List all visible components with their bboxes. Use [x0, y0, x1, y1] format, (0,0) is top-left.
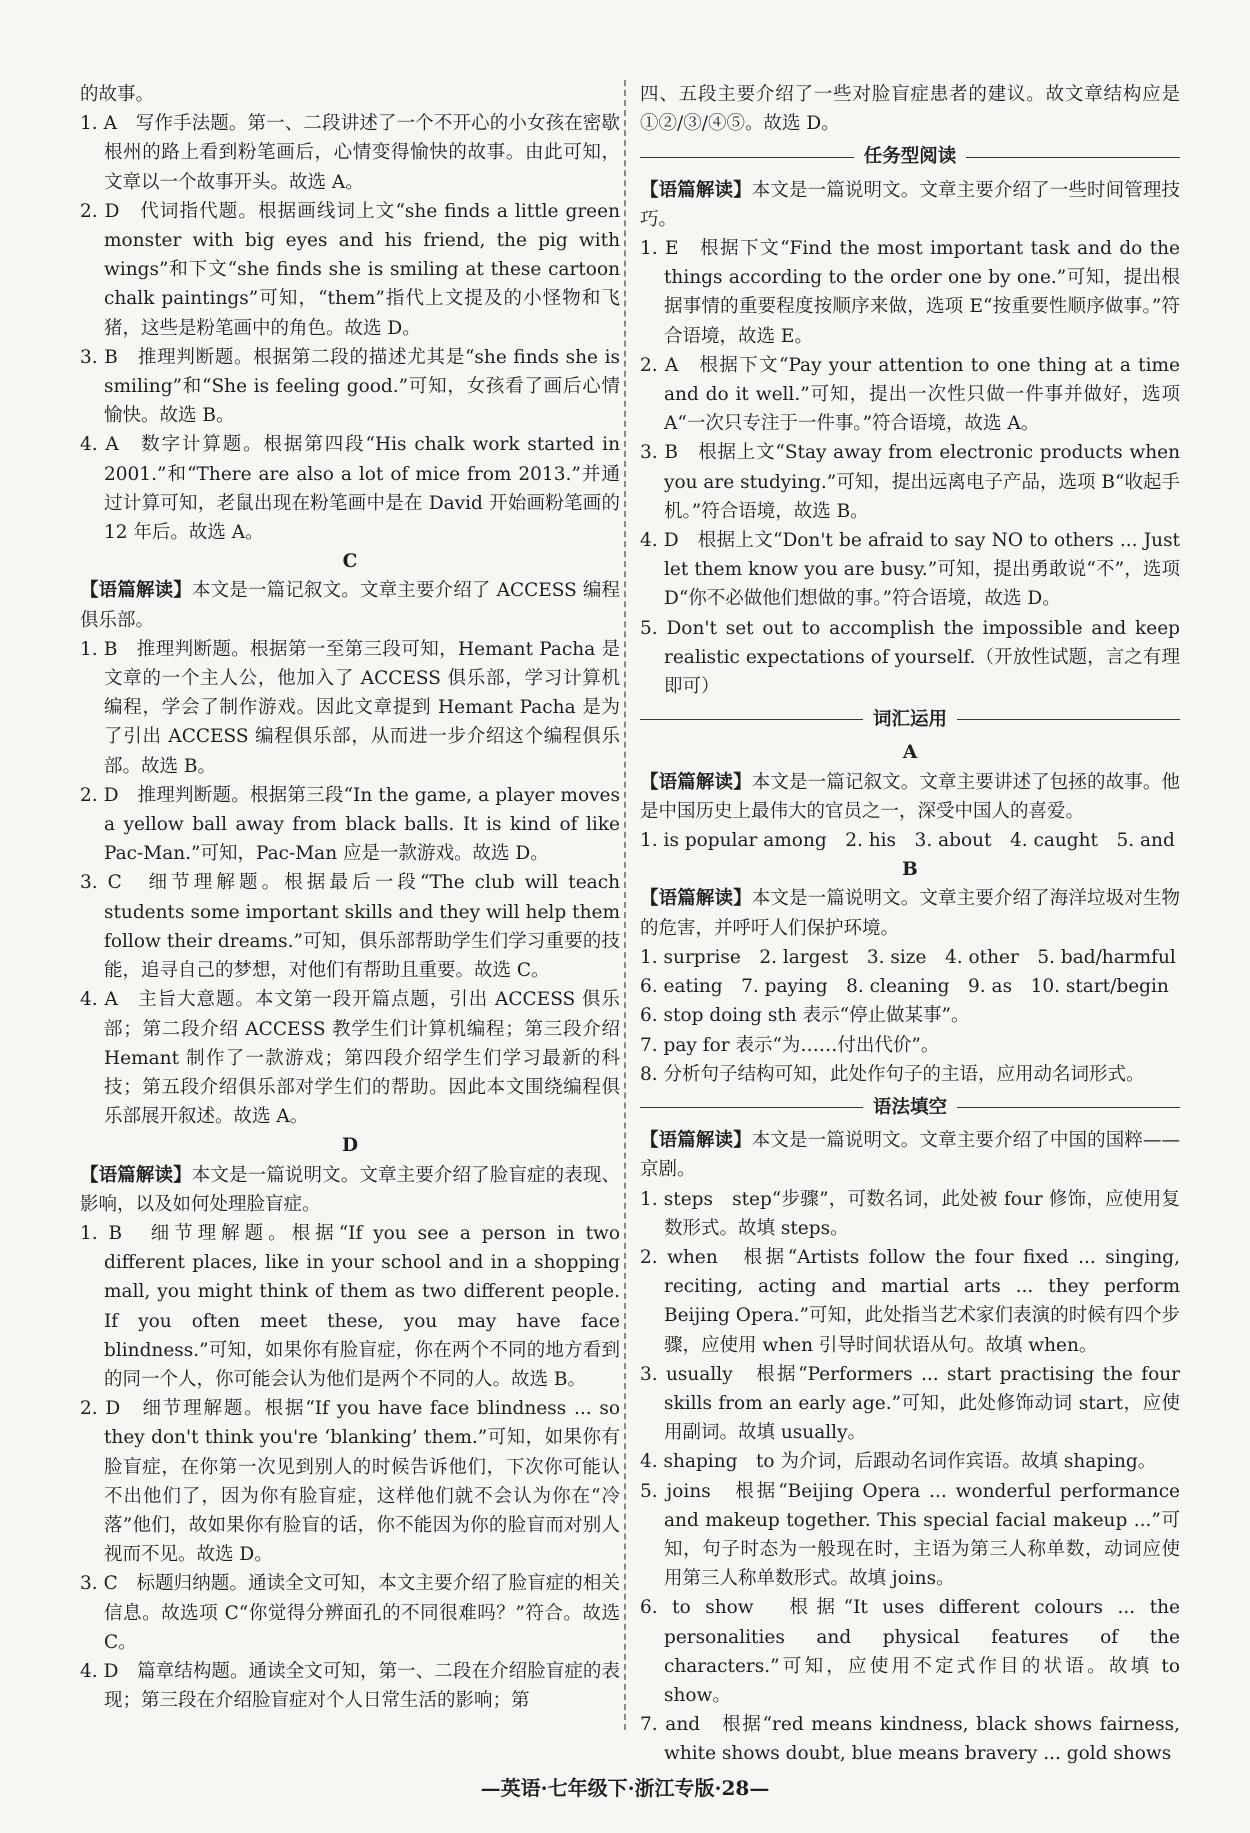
answer-item: 4. A 数字计算题。根据第四段“His chalk work started in 2001.”和“There are also a lot of mice from 2013.”并通过计算可知，老鼠出现在粉笔画中是在 David 开始画粉笔画的 12 年后。故选 A。 [80, 434, 620, 544]
section-title: 语法填空 [873, 1096, 948, 1118]
passage-summary [640, 1126, 1180, 1184]
summary-text: 本文是一篇记叙文。文章主要讲述了包拯的故事。他是中国历史上最伟大的官员之一，深受中国人的喜爱。 [640, 771, 1180, 822]
summary-text: 本文是一篇说明文。文章主要介绍了脸盲症的表现、影响，以及如何处理脸盲症。 [80, 1164, 620, 1215]
answer-item: 5. joins 根据“Beijing Opera ... wonderful performance and makeup together. This special facial makeup ...”可知，句子时态为一般现在时，主语为第三人称单数，动词应使用第三人称单数形式。故填 joins。 [640, 1480, 1180, 1590]
passage-letter: A [902, 742, 918, 764]
passage-summary [80, 1161, 620, 1219]
section-title: 词汇运用 [873, 709, 948, 731]
summary-text: 本文是一篇记叙文。文章主要介绍了 ACCESS 编程俱乐部。 [80, 580, 620, 631]
answer-item: 7. pay for 表示“为……付出代价”。 [640, 1034, 940, 1056]
answer-item: 4. D 篇章结构题。通读全文可知，第一、二段在介绍脸盲症的表现；第三段在介绍脸盲症对个人日常生活的影响；第 [80, 1660, 620, 1712]
answer-item: 3. C 细节理解题。根据最后一段“The club will teach students some important skills and they will help them follow their dreams.”可知，俱乐部帮助学生们学习重要的技能，追寻自己的梦想，对他们有帮助且重要。故选 C。 [80, 872, 620, 982]
passage-letter: D [341, 1135, 359, 1157]
answer-item: 6. to show 根据“It uses different colours ... the personalities and physical features of the characters.”可知，应使用不定式作目的状语。故填 to show。 [640, 1597, 1180, 1706]
section-banner [640, 705, 1180, 734]
page-footer: —英语·七年级下·浙江专版·28— [480, 1776, 770, 1800]
answer-item: 1. A 写作手法题。第一、二段讲述了一个不开心的小女孩在密歇根州的路上看到粉笔画后，心情变得愉快的故事。由此可知，文章以一个故事开头。故选 A。 [80, 113, 620, 193]
answer-item: 7. and 根据“red means kindness, black shows fairness, white shows doubt, blue means bravery ... gold shows [640, 1714, 1180, 1765]
summary-text: 本文是一篇说明文。文章主要介绍了中国的国粹——京剧。 [640, 1130, 1180, 1181]
answer-item: 1. steps step“步骤”，可数名词，此处被 four 修饰，应使用复数形式。故填 steps。 [640, 1188, 1180, 1239]
summary-text: 本文是一篇说明文。文章主要介绍了海洋垃圾对生物的危害，并呼吁人们保护环境。 [640, 888, 1180, 939]
passage-summary [640, 176, 1180, 234]
answer-item: 4. shaping to 为介词，后跟动名词作宾语。故填 shaping。 [640, 1451, 1157, 1473]
answer-item: 3. usually 根据“Performers ... start practising the four skills from an early age.”可知，此处修饰动词 start，应使用副词。故填 usually。 [640, 1363, 1180, 1444]
answer-item: 5. Don't set out to accomplish the impossible and keep realistic expectations of yourself.（开放性试题，言之有理即可） [640, 617, 1180, 698]
text-paragraph: 的故事。 [80, 84, 155, 105]
column-divider [624, 80, 626, 1730]
answer-item: 2. A 根据下文“Pay your attention to one thing at a time and do it well.”可知，提出一次性只做一件事并做好，选项 A“一次只专注于一件事。”符合语境，故选 A。 [640, 354, 1180, 435]
answer-item: 1. B 细节理解题。根据“If you see a person in two different places, like in your school and in a shopping mall, you might think of them as two different people. If you often meet these, you may have face blindness.”可知，如果你有脸盲症，你在两个不同的地方看到的同一个人，你可能会认为他们是两个不同的人。故选 B。 [80, 1222, 620, 1390]
answer-item: 6. stop doing sth 表示“停止做某事”。 [640, 1005, 970, 1027]
passage-summary [640, 884, 1180, 942]
summary-tag: 【语篇解读】 [640, 771, 752, 793]
answer-item: 2. when 根据“Artists follow the four fixed ... singing, reciting, acting and martial arts ... they perform Beijing Opera.”可知，此处指当艺术家们表演的时候有四个步骤，应使用 when 引导时间状语从句。故填 when。 [640, 1246, 1180, 1356]
left-column [80, 80, 620, 1715]
answer-item: 4. A 主旨大意题。本文第一段开篇点题，引出 ACCESS 俱乐部；第二段介绍 ACCESS 教学生们计算机编程；第三段介绍 Hemant 制作了一款游戏；第四段介绍学生们学习最新的科技；第五段介绍俱乐部对学生们的帮助。因此本文围绕编程俱乐部展开叙述。故选 A。 [80, 989, 620, 1128]
section-title: 任务型阅读 [863, 146, 957, 168]
section-banner [640, 142, 1180, 171]
answer-item: 1. E 根据下文“Find the most important task and do the things according to the order one by one.”可知，提出根据事情的重要程度按顺序来做，选项 E“按重要性顺序做事。”符合语境，故选 E。 [640, 238, 1180, 347]
summary-tag: 【语篇解读】 [640, 1130, 752, 1152]
answer-item: 2. D 推理判断题。根据第三段“In the game, a player moves a yellow ball away from black balls. It is kind of like Pac-Man.”可知，Pac-Man 应是一款游戏。故选 D。 [80, 784, 620, 865]
passage-summary [640, 768, 1180, 826]
summary-tag: 【语篇解读】 [80, 1164, 192, 1186]
passage-summary [80, 576, 620, 634]
section-banner [640, 1093, 1180, 1122]
answer-item: 1. surprise 2. largest 3. size 4. other 5. bad/harmful [640, 946, 1176, 968]
answer-item: 2. D 细节理解题。根据“If you have face blindness ... so they don't think you're ‘blanking’ them.”可知，如果你有脸盲症，在你第一次见到别人的时候告诉他们，下次你可能认不出他们了，因为你有脸盲症，这样他们就不会认为你在“冷落”他们，故如果你有脸盲的话，你不能因为你的脸盲而对别人视而不见。故选 D。 [80, 1398, 620, 1566]
answer-item: 1. is popular among 2. his 3. about 4. caught 5. and [640, 830, 1175, 852]
answer-item: 3. B 根据上文“Stay away from electronic products when you are studying.”可知，提出远离电子产品，选项 B“收起手机。”符合语境，故选 B。 [640, 442, 1180, 522]
summary-tag: 【语篇解读】 [80, 580, 192, 602]
summary-text: 本文是一篇说明文。文章主要介绍了一些时间管理技巧。 [640, 179, 1180, 230]
passage-letter: C [342, 551, 358, 573]
summary-tag: 【语篇解读】 [640, 179, 752, 201]
answer-item: 4. D 根据上文“Don't be afraid to say NO to others ... Just let them know you are busy.”可知，提出勇敢说“不”，选项 D“你不必做他们想做的事。”符合语境，故选 D。 [640, 530, 1180, 610]
answer-item: 8. 分析句子结构可知，此处作句子的主语，应用动名词形式。 [640, 1063, 1145, 1085]
text-paragraph: 四、五段主要介绍了一些对脸盲症患者的建议。故文章结构应是①②/③/④⑤。故选 D。 [640, 84, 1180, 135]
passage-letter: B [902, 859, 918, 881]
answer-item: 3. C 标题归纳题。通读全文可知，本文主要介绍了脸盲症的相关信息。故选项 C“你觉得分辨面孔的不同很难吗？”符合。故选 C。 [80, 1573, 620, 1653]
answer-item: 3. B 推理判断题。根据第二段的描述尤其是“she finds she is smiling”和“She is feeling good.”可知，女孩看了画后心情愉快。故选 B。 [80, 346, 620, 427]
answer-item: 2. D 代词指代题。根据画线词上文“she finds a little green monster with big eyes and his friend, the pig with wings”和下文“she finds she is smiling at these cartoon chalk paintings”可知，“them”指代上文提及的小怪物和飞猪，这些是粉笔画中的角色。故选 D。 [80, 200, 620, 339]
right-column [640, 80, 1180, 1769]
summary-tag: 【语篇解读】 [640, 888, 752, 910]
answer-item: 6. eating 7. paying 8. cleaning 9. as 10. start/begin [640, 976, 1169, 998]
answer-item: 1. B 推理判断题。根据第一至第三段可知，Hemant Pacha 是文章的一个主人公，他加入了 ACCESS 俱乐部，学习计算机编程，学会了制作游戏。因此文章提到 Hemant Pacha 是为了引出 ACCESS 编程俱乐部，从而进一步介绍这个编程俱乐部。故选 B。 [80, 638, 620, 777]
